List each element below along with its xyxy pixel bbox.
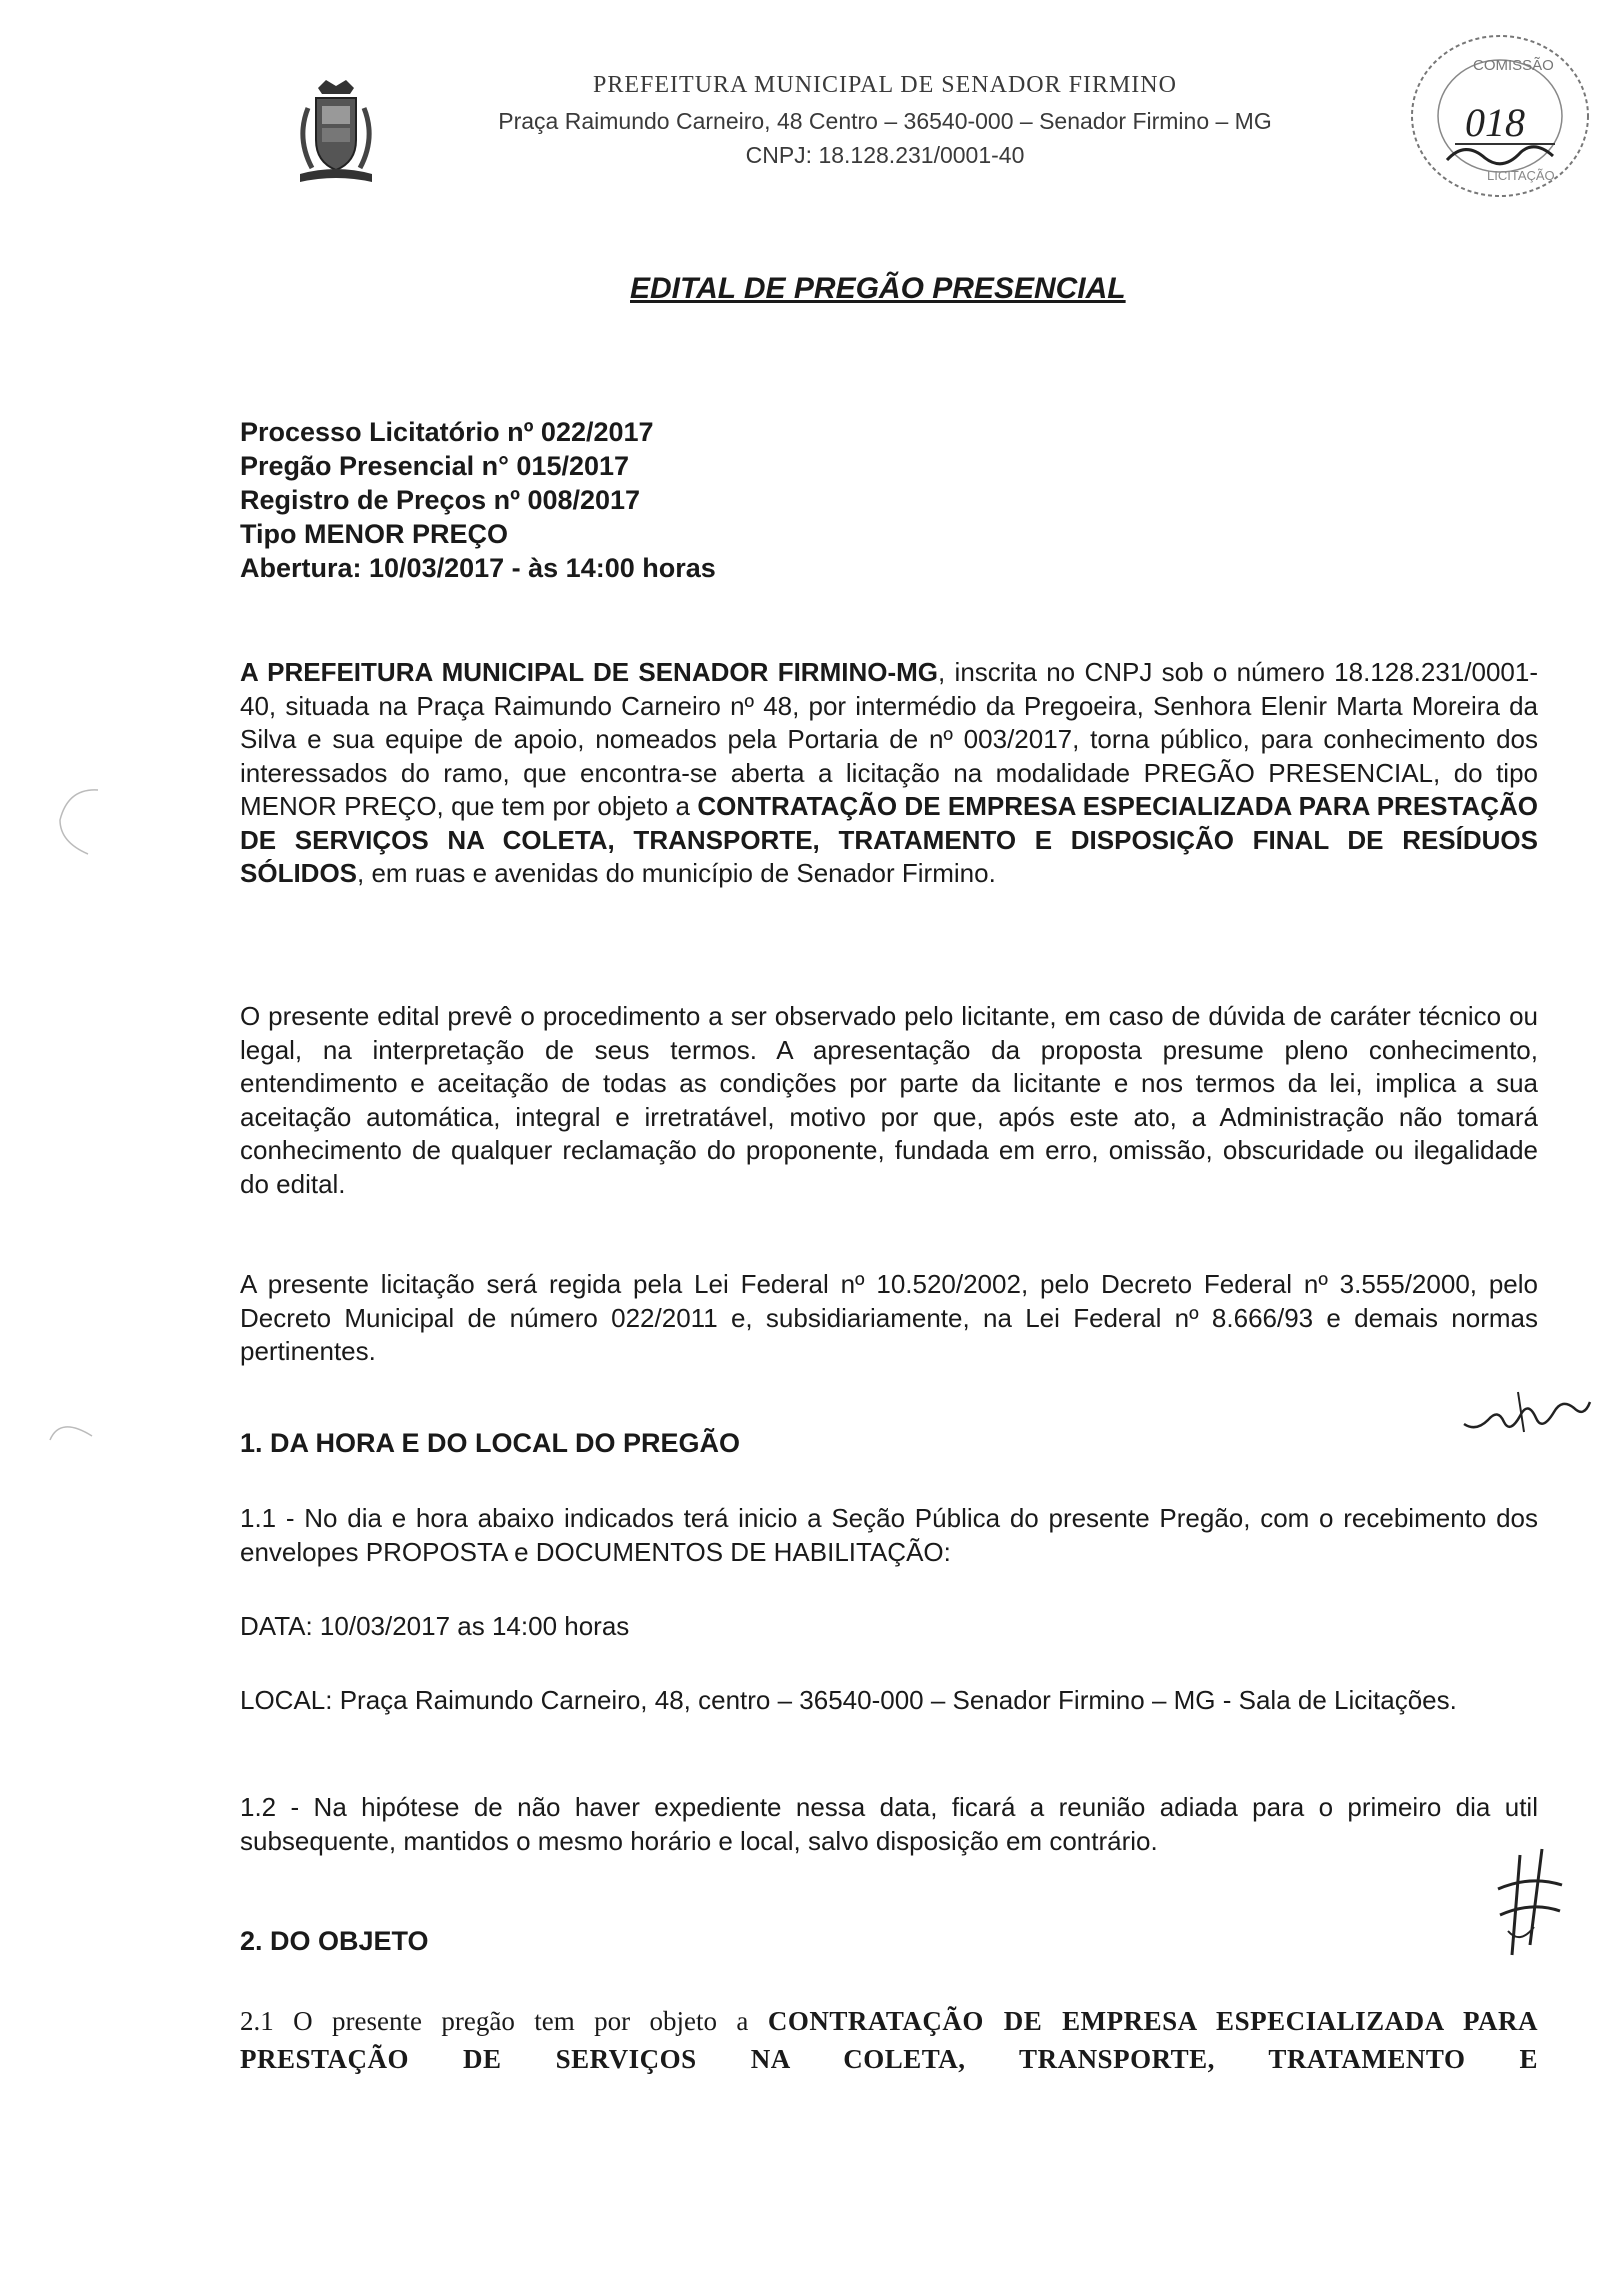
section-1-2-paragraph: 1.2 - Na hipótese de não haver expediente nessa data, ficará a reunião adiada para o primeiro dia util subsequente, mantidos o mesmo horário e local, salvo disposição em contrário. (240, 1792, 1538, 1856)
scan-mark-lower (40, 1410, 100, 1470)
scan-mark-upper (48, 780, 108, 860)
section-2-1-number: 2.1 (240, 2006, 274, 2036)
tipo-label: Tipo MENOR PREÇO (240, 519, 509, 549)
intro-paragraph (240, 656, 1538, 891)
abertura-date: Abertura: 10/03/2017 - às 14:00 horas (240, 553, 716, 583)
intro-lead: A PREFEITURA MUNICIPAL DE SENADOR FIRMINO-MG (240, 657, 939, 687)
stamp-number: 018 (1465, 100, 1525, 145)
header-address: Praça Raimundo Carneiro, 48 Centro – 36540-000 – Senador Firmino – MG (498, 108, 1272, 134)
intro-object: CONTRATAÇÃO DE EMPRESA ESPECIALIZADA PARA PRESTAÇÃO DE SERVIÇOS NA COLETA, TRANSPORTE, TRATAMENTO E DISPOSIÇÃO FINAL DE RESÍDUOS SÓLIDOS (240, 791, 1539, 888)
legal-basis-paragraph: A presente licitação será regida pela Lei Federal nº 10.520/2002, pelo Decreto Federal nº 3.555/2000, pelo Decreto Municipal de número 022/2011 e, subsidiariamente, na Lei Federal nº 8.666/93 e demais normas pertinentes. (240, 1269, 1538, 1366)
intro-text-1: , inscrita no CNPJ sob o número 18.128.231/0001-40, situada na Praça Raimundo Carneiro nº 48, por intermédio da Pregoeira, Senhora Elenir Marta Moreira da Silva e sua equipe de apoio, nomeados pela Portaria de nº 003/2017, torna público, para conhecimento dos interessados do ramo, que encontra-se aberta a licitação na modalidade PREGÃO PRESENCIAL, do tipo MENOR PREÇO, que tem por objeto a (240, 657, 1538, 821)
section-1-1-paragraph: 1.1 - No dia e hora abaixo indicados terá inicio a Seção Pública do presente Pregão, com o recebimento dos envelopes PROPOSTA e DOCUMENTOS DE HABILITAÇÃO: (240, 1503, 1538, 1567)
margin-rubric-signature (1458, 1372, 1598, 1452)
municipal-crest-icon (288, 78, 384, 190)
registro-number: Registro de Preços nº 008/2017 (240, 485, 641, 515)
section-2-1-text: O presente pregão tem por objeto a (273, 2006, 768, 2036)
scope-paragraph: O presente edital prevê o procedimento a ser observado pelo licitante, em caso de dúvida de caráter técnico ou legal, na interpretação de seus termos. A apresentação da proposta presume pleno conhecimento, entendimento e aceitação de todas as condições por parte da licitante e nos termos da lei, implica a sua aceitação automática, integral e irretratável, motivo por que, após este ato, a Administração não tomará conhecimento de qualquer reclamação do proponente, fundada em erro, omissão, obscuridade ou ilegalidade do edital. (240, 1001, 1538, 1199)
stamp-bottom-text: LICITAÇÃO (1487, 168, 1555, 183)
document-title: EDITAL DE PREGÃO PRESENCIAL (630, 272, 1126, 305)
stamp-top-text: COMISSÃO (1473, 57, 1554, 74)
commission-stamp (1395, 28, 1595, 203)
processo-number: Processo Licitatório nº 022/2017 (240, 417, 654, 447)
section-2-1-object: CONTRATAÇÃO DE EMPRESA ESPECIALIZADA PARA PRESTAÇÃO DE SERVIÇOS NA COLETA, TRANSPORTE, TRATAMENTO E (240, 2006, 1539, 2074)
pregao-number: Pregão Presencial n° 015/2017 (240, 451, 630, 481)
section-1-heading: 1. DA HORA E DO LOCAL DO PREGÃO (240, 1428, 741, 1458)
section-1-date: DATA: 10/03/2017 as 14:00 horas (240, 1611, 630, 1641)
section-2-1-paragraph (240, 2002, 1538, 2078)
intro-text-2: , em ruas e avenidas do município de Senador Firmino. (357, 858, 996, 888)
margin-initials-signature (1490, 1845, 1570, 1965)
header-prefeitura-name: PREFEITURA MUNICIPAL DE SENADOR FIRMINO (593, 72, 1177, 98)
section-1-location: LOCAL: Praça Raimundo Carneiro, 48, centro – 36540-000 – Senador Firmino – MG - Sala de Licitações. (240, 1685, 1457, 1715)
header-cnpj: CNPJ: 18.128.231/0001-40 (745, 142, 1025, 168)
section-2-heading: 2. DO OBJETO (240, 1926, 429, 1956)
